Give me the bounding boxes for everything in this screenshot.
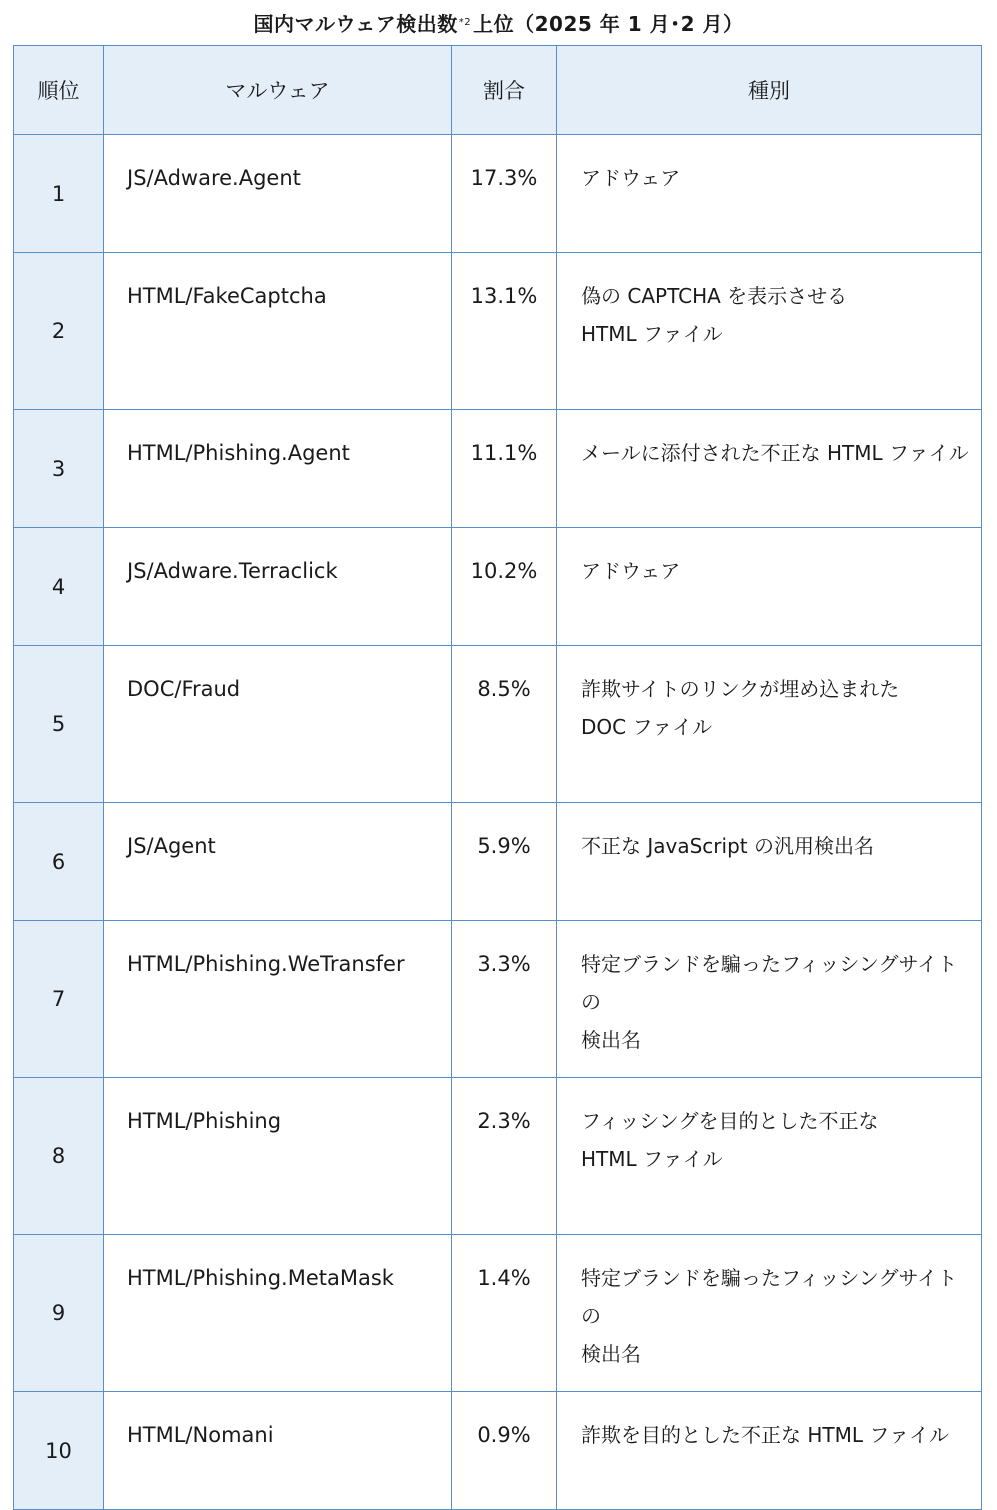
malware-name-cell: HTML/Phishing.Agent bbox=[104, 410, 452, 528]
type-cell bbox=[557, 410, 982, 528]
type-line: 不正な JavaScript の汎用検出名 bbox=[581, 834, 874, 858]
malware-name-cell: HTML/FakeCaptcha bbox=[104, 253, 452, 410]
type-line: アドウェア bbox=[581, 559, 681, 583]
type-cell bbox=[557, 135, 982, 253]
type-cell bbox=[557, 253, 982, 410]
type-line: アドウェア bbox=[581, 166, 681, 190]
table-row bbox=[14, 1078, 982, 1235]
type-cell bbox=[557, 528, 982, 646]
type-line: 詐欺サイトのリンクが埋め込まれた bbox=[581, 677, 900, 701]
rank-cell: 10 bbox=[14, 1392, 104, 1510]
type-line: 検出名 bbox=[581, 1342, 641, 1366]
type-line: 偽の CAPTCHA を表示させる bbox=[581, 284, 848, 308]
rank-cell: 8 bbox=[14, 1078, 104, 1235]
rank-cell: 9 bbox=[14, 1235, 104, 1392]
type-cell bbox=[557, 1392, 982, 1510]
malware-name-cell: HTML/Phishing bbox=[104, 1078, 452, 1235]
share-cell: 0.9% bbox=[452, 1392, 557, 1510]
type-cell bbox=[557, 1078, 982, 1235]
table-row bbox=[14, 1392, 982, 1510]
type-cell bbox=[557, 1235, 982, 1392]
malware-name-cell: JS/Adware.Agent bbox=[104, 135, 452, 253]
header-malware: マルウェア bbox=[104, 46, 452, 135]
table-body bbox=[14, 135, 982, 1510]
title-suffix: 上位（2025 年 1 月･2 月） bbox=[473, 11, 744, 36]
rank-cell: 1 bbox=[14, 135, 104, 253]
share-cell: 2.3% bbox=[452, 1078, 557, 1235]
table-row bbox=[14, 1235, 982, 1392]
share-cell: 13.1% bbox=[452, 253, 557, 410]
page-title bbox=[0, 0, 997, 44]
table-row bbox=[14, 253, 982, 410]
type-line: 特定ブランドを騙ったフィッシングサイトの bbox=[581, 952, 958, 1014]
malware-name-cell: HTML/Phishing.WeTransfer bbox=[104, 921, 452, 1078]
type-line: HTML ファイル bbox=[581, 1147, 723, 1171]
type-cell bbox=[557, 921, 982, 1078]
share-cell: 5.9% bbox=[452, 803, 557, 921]
title-main: 国内マルウェア検出数 bbox=[253, 11, 458, 36]
type-line: DOC ファイル bbox=[581, 715, 713, 739]
malware-name-cell: DOC/Fraud bbox=[104, 646, 452, 803]
malware-name-cell: HTML/Phishing.MetaMask bbox=[104, 1235, 452, 1392]
share-cell: 8.5% bbox=[452, 646, 557, 803]
header-type: 種別 bbox=[557, 46, 982, 135]
table-row bbox=[14, 528, 982, 646]
rank-cell: 6 bbox=[14, 803, 104, 921]
type-line: 詐欺を目的とした不正な HTML ファイル bbox=[581, 1423, 949, 1447]
malware-name-cell: HTML/Nomani bbox=[104, 1392, 452, 1510]
share-cell: 17.3% bbox=[452, 135, 557, 253]
type-cell bbox=[557, 803, 982, 921]
table-row bbox=[14, 410, 982, 528]
malware-ranking-table bbox=[13, 45, 982, 1510]
table-header-row bbox=[14, 46, 982, 135]
type-line: 特定ブランドを騙ったフィッシングサイトの bbox=[581, 1266, 958, 1328]
share-cell: 3.3% bbox=[452, 921, 557, 1078]
rank-cell: 7 bbox=[14, 921, 104, 1078]
rank-cell: 4 bbox=[14, 528, 104, 646]
table-row bbox=[14, 646, 982, 803]
share-cell: 1.4% bbox=[452, 1235, 557, 1392]
table-row bbox=[14, 803, 982, 921]
header-rank: 順位 bbox=[14, 46, 104, 135]
type-line: 検出名 bbox=[581, 1028, 641, 1052]
table-row bbox=[14, 921, 982, 1078]
header-share: 割合 bbox=[452, 46, 557, 135]
rank-cell: 3 bbox=[14, 410, 104, 528]
share-cell: 11.1% bbox=[452, 410, 557, 528]
share-cell: 10.2% bbox=[452, 528, 557, 646]
type-line: フィッシングを目的とした不正な bbox=[581, 1109, 879, 1133]
type-line: HTML ファイル bbox=[581, 322, 723, 346]
table-row bbox=[14, 135, 982, 253]
type-cell bbox=[557, 646, 982, 803]
malware-name-cell: JS/Adware.Terraclick bbox=[104, 528, 452, 646]
rank-cell: 2 bbox=[14, 253, 104, 410]
rank-cell: 5 bbox=[14, 646, 104, 803]
malware-name-cell: JS/Agent bbox=[104, 803, 452, 921]
title-footnote-marker: *2 bbox=[458, 16, 472, 28]
type-line: メールに添付された不正な HTML ファイル bbox=[581, 441, 969, 465]
